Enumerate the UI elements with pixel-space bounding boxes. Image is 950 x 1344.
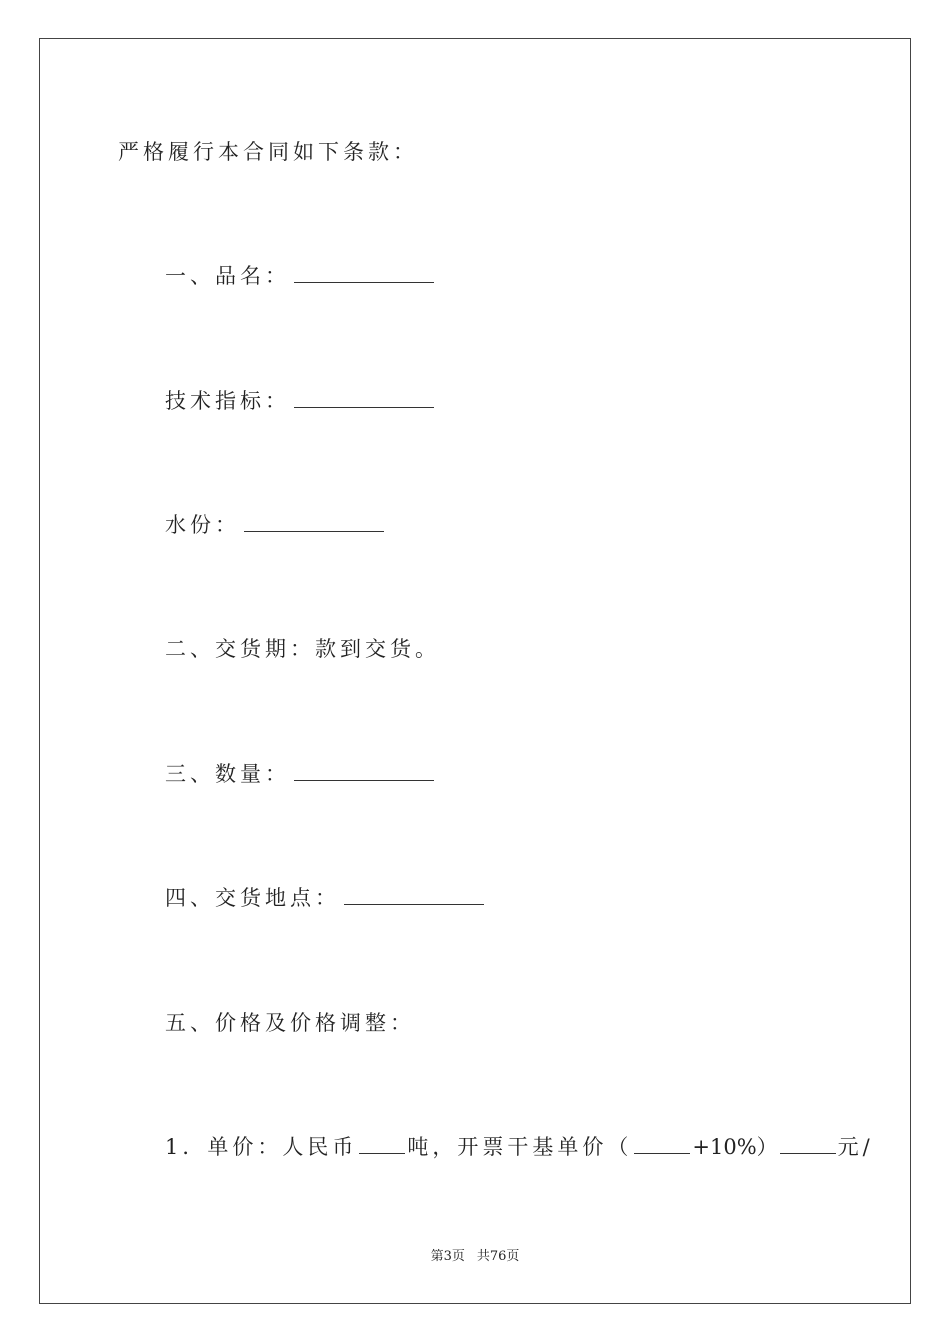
moisture-row — [165, 512, 384, 538]
delivery-place-row — [165, 885, 484, 911]
delivery-place-blank — [344, 886, 484, 905]
delivery-place-label: 四、交货地点： — [165, 886, 340, 910]
unit-price-suffix: 元/ — [837, 1135, 874, 1159]
tech-spec-label: 技术指标： — [165, 389, 290, 413]
quantity-blank — [294, 762, 434, 781]
quantity-label: 三、数量： — [165, 762, 290, 786]
page-footer — [0, 1248, 950, 1266]
moisture-blank — [244, 513, 384, 532]
unit-price-percent: +10%） — [692, 1135, 778, 1159]
price-heading: 五、价格及价格调整： — [165, 1011, 415, 1035]
item-name-row — [165, 263, 434, 289]
page-frame — [39, 38, 911, 1304]
unit-price-blank — [359, 1135, 405, 1154]
current-page-number: 第3页 — [430, 1249, 465, 1264]
tech-spec-blank — [294, 389, 434, 408]
unit-price-prefix: 1．单价：人民币 — [165, 1135, 358, 1159]
intro-text: 严格履行本合同如下条款： — [118, 140, 418, 164]
moisture-label: 水份： — [165, 513, 240, 537]
tech-spec-row — [165, 388, 434, 414]
item-name-label: 一、品名： — [165, 264, 290, 288]
base-price-blank — [634, 1135, 690, 1154]
delivery-period-text: 二、交货期：款到交货。 — [165, 637, 440, 661]
item-name-blank — [294, 264, 434, 283]
quantity-row — [165, 761, 434, 787]
unit-price-row — [165, 1134, 874, 1160]
invoice-price-blank — [780, 1135, 836, 1154]
unit-price-middle: 吨，开票干基单价（ — [407, 1135, 633, 1159]
total-pages: 共76页 — [476, 1249, 520, 1264]
